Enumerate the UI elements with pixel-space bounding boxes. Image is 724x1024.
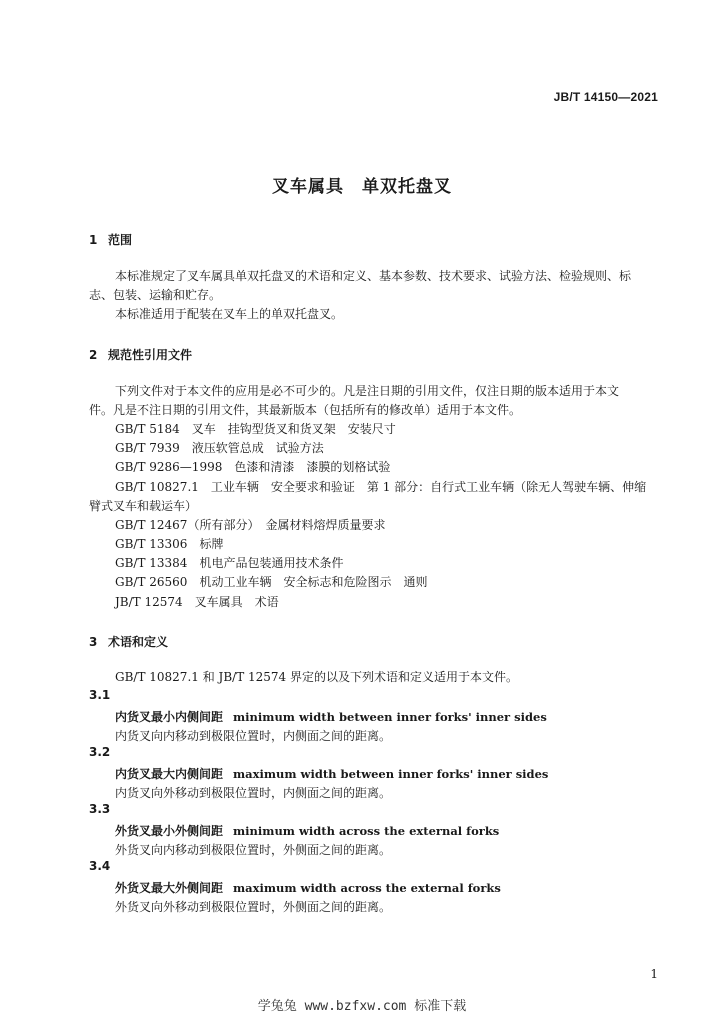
terms-intro: GB/T 10827.1 和 JB/T 12574 界定的以及下列术语和定义适用于本文件。 — [115, 670, 518, 684]
reference-item: GB/T 13384 机电产品包装通用技术条件 — [115, 556, 344, 570]
section-heading-scope — [89, 231, 132, 248]
section-title: 术语和定义 — [108, 635, 169, 649]
term-definition: 内货叉向内移动到极限位置时，内侧面之间的距离。 — [115, 729, 392, 743]
section-number: 3 — [89, 635, 98, 649]
reference-item-continuation: 臂式叉车和载运车） — [89, 499, 198, 513]
term-heading — [115, 822, 499, 839]
reference-item: GB/T 26560 机动工业车辆 安全标志和危险图示 通则 — [115, 575, 428, 589]
section-number: 1 — [89, 233, 98, 247]
term-definition: 外货叉向外移动到极限位置时，外侧面之间的距离。 — [115, 900, 392, 914]
term-english: maximum width across the external forks — [233, 881, 501, 895]
scope-paragraph-line: 本标准规定了叉车属具单双托盘叉的术语和定义、基本参数、技术要求、试验方法、检验规则、标 — [115, 269, 632, 283]
reference-item: GB/T 13306 标牌 — [115, 537, 224, 551]
normative-intro-line: 下列文件对于本文件的应用是必不可少的。凡是注日期的引用文件，仅注日期的版本适用于本文 — [115, 384, 620, 398]
term-chinese: 内货叉最大内侧间距 — [115, 767, 224, 781]
term-number: 3.4 — [89, 859, 111, 873]
term-number: 3.3 — [89, 802, 111, 816]
page-number: 1 — [650, 967, 658, 981]
normative-intro-line: 件。凡是不注日期的引用文件，其最新版本（包括所有的修改单）适用于本文件。 — [89, 403, 522, 417]
term-chinese: 外货叉最大外侧间距 — [115, 881, 224, 895]
reference-item: GB/T 9286—1998 色漆和清漆 漆膜的划格试验 — [115, 460, 391, 474]
term-english: minimum width across the external forks — [233, 824, 500, 838]
reference-item: GB/T 7939 液压软管总成 试验方法 — [115, 441, 324, 455]
section-number: 2 — [89, 348, 98, 362]
term-heading — [115, 765, 548, 782]
section-title: 规范性引用文件 — [108, 348, 193, 362]
footer-watermark: 学兔兔 www.bzfxw.com 标准下载 — [257, 999, 467, 1014]
term-number: 3.2 — [89, 745, 111, 759]
term-heading — [115, 708, 547, 725]
term-heading — [115, 879, 501, 896]
section-heading-terms — [89, 633, 168, 650]
term-definition: 外货叉向内移动到极限位置时，外侧面之间的距离。 — [115, 843, 392, 857]
reference-item: JB/T 12574 叉车属具 术语 — [115, 595, 279, 609]
term-english: minimum width between inner forks' inner sides — [233, 710, 547, 724]
reference-item: GB/T 5184 叉车 挂钩型货叉和货叉架 安装尺寸 — [115, 422, 396, 436]
section-title: 范围 — [108, 233, 133, 247]
standard-code: JB/T 14150—2021 — [553, 90, 658, 104]
reference-item: GB/T 10827.1 工业车辆 安全要求和验证 第 1 部分：自行式工业车辆（除无人驾驶车辆、伸缩 — [115, 480, 647, 494]
reference-item: GB/T 12467（所有部分） 金属材料熔焊质量要求 — [115, 518, 386, 532]
term-chinese: 内货叉最小内侧间距 — [115, 710, 224, 724]
term-english: maximum width between inner forks' inner sides — [233, 767, 549, 781]
section-heading-normative-references — [89, 346, 192, 363]
document-title: 叉车属具 单双托盘叉 — [272, 177, 452, 197]
scope-paragraph-line: 志、包装、运输和贮存。 — [89, 288, 222, 302]
scope-paragraph: 本标准适用于配装在叉车上的单双托盘叉。 — [115, 307, 344, 321]
term-chinese: 外货叉最小外侧间距 — [115, 824, 224, 838]
term-number: 3.1 — [89, 688, 111, 702]
term-definition: 内货叉向外移动到极限位置时，内侧面之间的距离。 — [115, 786, 392, 800]
